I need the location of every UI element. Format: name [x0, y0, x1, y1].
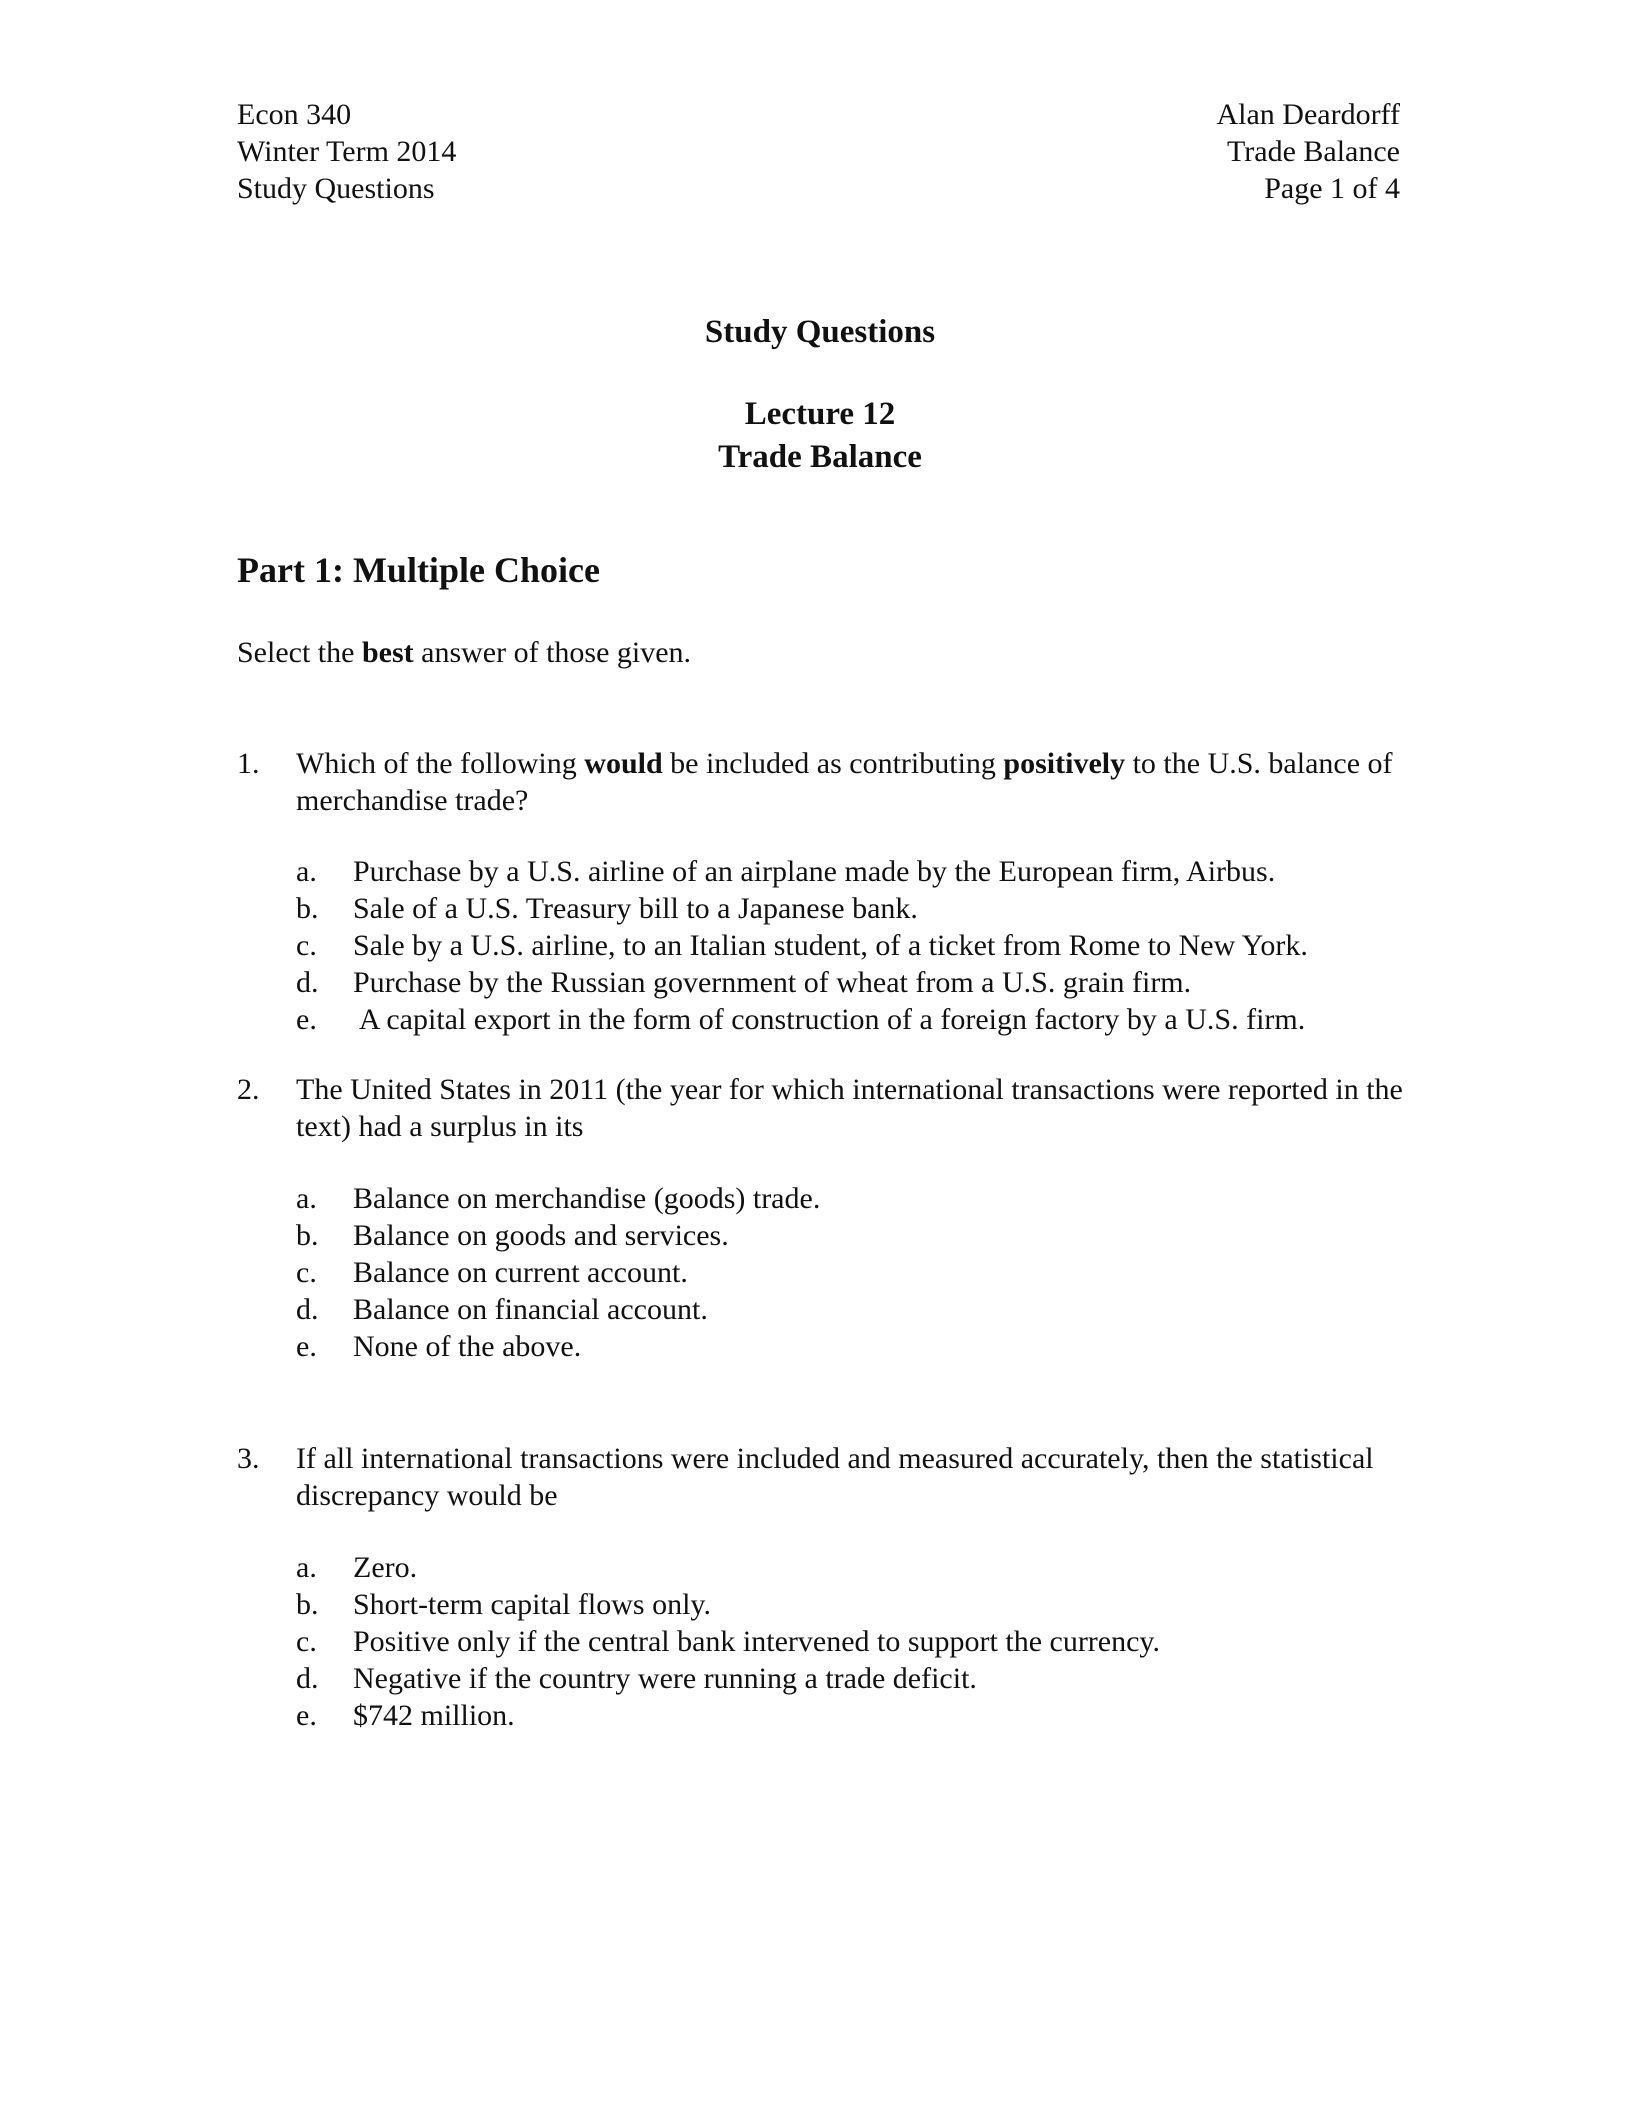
- option-a: [296, 1180, 1416, 1217]
- option-text: Negative if the country were running a trade deficit.: [353, 1662, 977, 1695]
- option-text: Balance on current account.: [353, 1256, 688, 1289]
- instructions-pre: Select the: [237, 636, 362, 669]
- question-text: [296, 745, 1407, 819]
- option-text: A capital export in the form of construction of a foreign factory by a U.S. firm.: [353, 1003, 1306, 1036]
- question-text-part: Which of the following: [296, 747, 585, 780]
- author-name: Alan Deardorff: [1216, 98, 1400, 131]
- option-text: Positive only if the central bank intervened to support the currency.: [353, 1625, 1160, 1658]
- option-text: Purchase by a U.S. airline of an airplane made by the European firm, Airbus.: [353, 855, 1276, 888]
- page-title: Study Questions: [704, 314, 936, 350]
- option-a: [296, 853, 1416, 890]
- option-letter: a.: [296, 1182, 317, 1215]
- option-d: [296, 1660, 1416, 1697]
- option-letter: e.: [296, 1003, 317, 1036]
- option-e: [296, 1328, 1416, 1365]
- option-c: [296, 1623, 1416, 1660]
- lecture-title: [0, 393, 1640, 479]
- question-text-part: to the U.S. balance of merchandise trade?: [296, 747, 1393, 817]
- option-letter: a.: [296, 1551, 317, 1584]
- instructions-bold: best: [361, 636, 414, 669]
- option-letter: b.: [296, 1219, 319, 1252]
- instructions: [237, 636, 691, 670]
- lecture-number: Lecture 12: [744, 396, 896, 432]
- option-e: [296, 1697, 1416, 1734]
- option-d: [296, 1291, 1416, 1328]
- option-text: Balance on financial account.: [353, 1293, 708, 1326]
- question-number: 1.: [237, 747, 260, 780]
- option-letter: c.: [296, 929, 317, 962]
- option-letter: a.: [296, 855, 317, 888]
- question-1-options: [296, 853, 1416, 1038]
- option-c: [296, 927, 1416, 964]
- question-2-options: [296, 1180, 1416, 1365]
- question-text: If all international transactions were included and measured accurately, then the statistical discrepancy would be: [296, 1442, 1374, 1512]
- question-3-options: [296, 1549, 1416, 1734]
- question-3: [237, 1440, 1407, 1514]
- option-e: [296, 1001, 1416, 1038]
- option-c: [296, 1254, 1416, 1291]
- option-d: [296, 964, 1416, 1001]
- option-letter: b.: [296, 1588, 319, 1621]
- question-number: 3.: [237, 1442, 260, 1475]
- option-b: [296, 1586, 1416, 1623]
- topic-label: Trade Balance: [1227, 135, 1400, 168]
- header-left: [237, 96, 456, 207]
- option-text: $742 million.: [353, 1699, 515, 1732]
- option-text: Balance on goods and services.: [353, 1219, 729, 1252]
- option-text: Zero.: [353, 1551, 418, 1584]
- option-text: Sale of a U.S. Treasury bill to a Japanese bank.: [353, 892, 918, 925]
- option-text: Purchase by the Russian government of wheat from a U.S. grain firm.: [353, 966, 1192, 999]
- option-b: [296, 1217, 1416, 1254]
- header-right: [1216, 96, 1400, 207]
- option-letter: e.: [296, 1330, 317, 1363]
- option-letter: b.: [296, 892, 319, 925]
- option-letter: d.: [296, 1662, 319, 1695]
- option-letter: e.: [296, 1699, 317, 1732]
- question-text: The United States in 2011 (the year for which international transactions were reported in the text) had a surplus in its: [296, 1073, 1403, 1143]
- option-letter: c.: [296, 1625, 317, 1658]
- question-text-part: be included as contributing: [662, 747, 1004, 780]
- option-b: [296, 890, 1416, 927]
- doc-type-label: Study Questions: [237, 172, 435, 205]
- option-letter: d.: [296, 1293, 319, 1326]
- option-text: Sale by a U.S. airline, to an Italian student, of a ticket from Rome to New York.: [353, 929, 1308, 962]
- page-number: Page 1 of 4: [1264, 172, 1400, 205]
- option-a: [296, 1549, 1416, 1586]
- instructions-post: answer of those given.: [413, 636, 692, 669]
- lecture-topic: Trade Balance: [718, 439, 922, 475]
- option-text: Balance on merchandise (goods) trade.: [353, 1182, 821, 1215]
- option-text: None of the above.: [353, 1330, 582, 1363]
- question-text-bold: would: [584, 747, 663, 780]
- option-text: Short-term capital flows only.: [353, 1588, 711, 1621]
- part-heading: Part 1: Multiple Choice: [237, 550, 600, 590]
- question-1: [237, 745, 1407, 819]
- question-number: 2.: [237, 1073, 260, 1106]
- question-2: [237, 1071, 1407, 1145]
- option-letter: c.: [296, 1256, 317, 1289]
- term-label: Winter Term 2014: [237, 135, 457, 168]
- course-name: Econ 340: [237, 98, 352, 131]
- question-text-bold: positively: [1003, 747, 1126, 780]
- option-letter: d.: [296, 966, 319, 999]
